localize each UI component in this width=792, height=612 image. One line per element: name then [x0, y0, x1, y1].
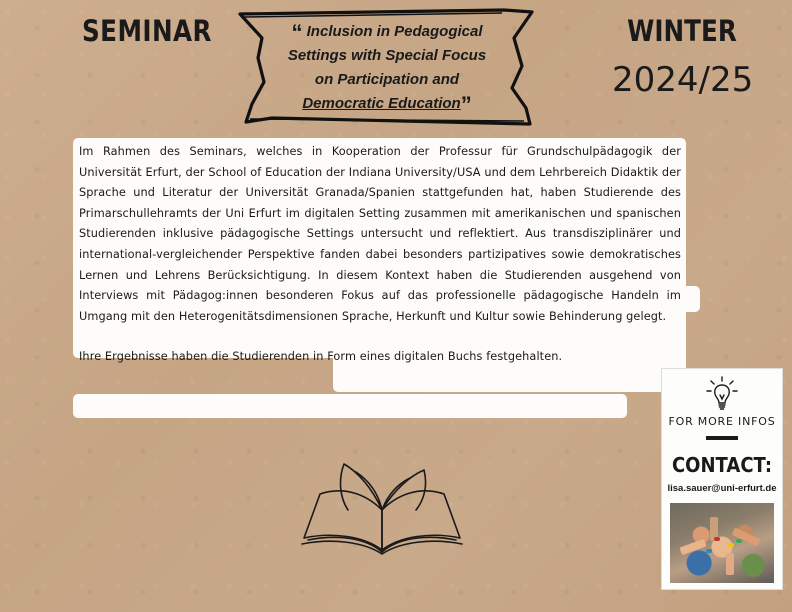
contact-heading: CONTACT: [671, 453, 773, 477]
title-banner [232, 8, 540, 130]
semester-term: WINTER [627, 14, 737, 48]
lightbulb-icon [706, 375, 738, 413]
text-panel-footer [73, 394, 627, 418]
hands-photo [670, 503, 774, 583]
title-line-2: Settings with Special Focus [287, 47, 487, 64]
seminar-label: SEMINAR [82, 14, 212, 48]
seminar-title [258, 20, 516, 116]
contact-email[interactable]: lisa.sauer@uni-erfurt.de [667, 483, 777, 494]
contact-card [661, 368, 783, 590]
semester-year: 2024/25 [612, 60, 754, 100]
semester-block [612, 14, 752, 100]
open-quote: “ [291, 20, 303, 45]
title-line-1: Inclusion in Pedagogical [306, 23, 483, 40]
title-line-3: on Participation and [314, 71, 460, 88]
open-book-icon [298, 458, 468, 558]
title-line-4: Democratic Education [302, 95, 461, 112]
more-infos-label: FOR MORE INFOS [668, 415, 776, 428]
results-paragraph: Ihre Ergebnisse haben die Studierenden in Form eines digitalen Buchs festgehalten. [79, 350, 563, 364]
seminar-description [79, 142, 681, 368]
close-quote: ” [460, 92, 472, 117]
divider [706, 436, 738, 440]
description-paragraph: Im Rahmen des Seminars, welches in Kooperation der Professur für Grundschulpädagogik der Universität Erfurt, der School of Education der Indiana University/USA und dem Lehrbereich Didaktik der Sprache und Literatur der Universität Granada/Spanien stattgefunden hat, haben Studierende des Primarschullehramts der Uni Erfurt im digitalen Setting zusammen mit amerikanischen und spanischen Studierenden inklusive pädagogische Settings untersucht und reflektiert. Aus transdisziplinärer und international-vergleichender Perspektive fanden dabei besonders partizipatives sowie demokratisches Lernen und Lehrens Berücksichtigung. In diesem Kontext haben die Studierenden ausgehend von Interviews mit Pädagog:innen besonderen Fokus auf das professionelle pädagogische Handeln im Umgang mit den Heterogenitätsdimensionen Sprache, Herkunft und Kultur sowie Behinderung gelegt. [79, 145, 681, 323]
